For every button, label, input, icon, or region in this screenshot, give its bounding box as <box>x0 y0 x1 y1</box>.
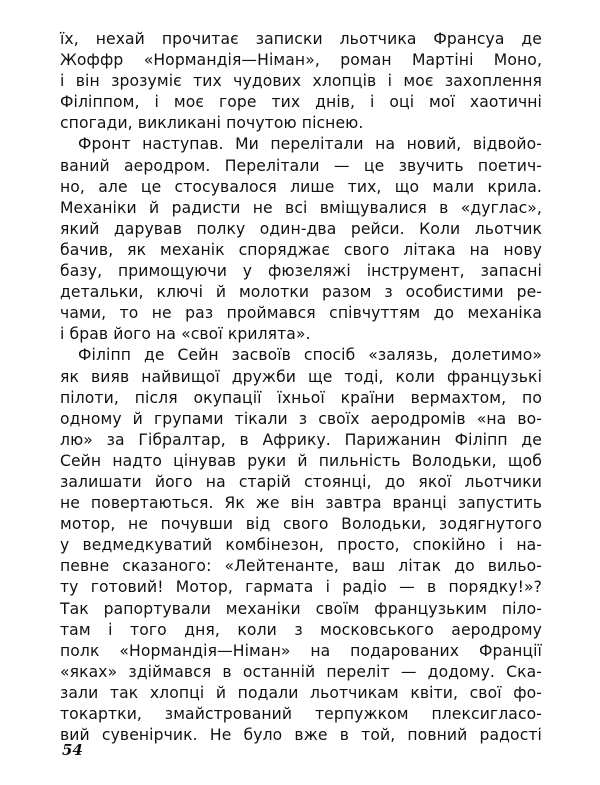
text-line: як вияв найвищої дружби ще тоді, коли французькі <box>60 367 542 386</box>
text-line: там і того дня, коли з московського аеродрому <box>60 620 542 639</box>
text-line: лю» за Гібралтар, в Африку. Парижанин Філіпп де <box>60 430 542 449</box>
text-line: Філіппом, і моє горе тих днів, і оці мої хаотичні <box>60 93 542 112</box>
text-line: полк «Нормандія—Німан» на подарованих Франції <box>60 641 542 660</box>
text-line: Фронт наступав. Ми перелітали на новий, відвойо- <box>78 135 542 154</box>
text-line: не повертаються. Як же він завтра вранці запустить <box>60 494 542 513</box>
text-line: чами, то не раз проймався співчуттям до механіка <box>60 304 542 323</box>
text-line: Сейн надто цінував руки й пильність Володьки, щоб <box>60 451 542 470</box>
text-line: пілоти, після окупації їхньої країни вермахтом, по <box>60 388 542 407</box>
text-line: Механіки й радисти не всі вміщувалися в «дуглас», <box>60 198 542 217</box>
paragraph <box>60 29 542 134</box>
text-line: і брав його на «свої крилята». <box>60 325 311 344</box>
text-line: і він зрозуміє тих чудових хлопців і моє захоплення <box>60 72 542 91</box>
text-line: певне сказаного: «Лейтенанте, ваш літак до вильо- <box>60 557 542 576</box>
text-line: мотор, не почувши від свого Володьки, зодягнутого <box>60 515 542 534</box>
text-line: у ведмедкуватий комбінезон, просто, спокійно і на- <box>60 536 542 555</box>
text-line: вий сувенірчик. Не було вже в той, повний радості <box>60 726 542 745</box>
text-line: Філіпп де Сейн засвоїв спосіб «залязь, долетимо» <box>78 346 542 365</box>
paragraph <box>60 134 542 345</box>
text-line: Так рапортували механіки своїм французьким піло- <box>60 599 542 618</box>
body-text <box>60 29 542 746</box>
text-line: їх, нехай прочитає записки льотчика Франсуа де <box>60 30 542 48</box>
text-line: ту готовий! Мотор, гармата і радіо — в порядку!»? <box>60 578 542 597</box>
text-line: но, але це стосувалося лише тих, що мали крила. <box>60 177 542 196</box>
paragraph <box>60 345 542 746</box>
text-line: Жоффр «Нормандія—Німан», роман Мартіні Моно, <box>60 51 542 70</box>
page-number: 54 <box>62 741 83 759</box>
text-line: базу, примощуючи у фюзеляжі інструмент, запасні <box>60 262 542 281</box>
text-line: токартки, змайстрований терпужком плексигласо- <box>60 705 542 723</box>
text-line: ваний аеродром. Перелітали — це звучить поетич- <box>60 156 542 175</box>
text-line: одному й групами тікали з своїх аеродромів «на во- <box>60 409 542 428</box>
text-line: зали так хлопці й подали льотчикам квіти, свої фо- <box>60 683 542 702</box>
text-line: який дарував полку один-два рейси. Коли льотчик <box>60 219 542 238</box>
text-line: детальки, ключі й молотки разом з особистими ре- <box>60 283 542 302</box>
text-line: спогади, викликані почутою піснею. <box>60 114 364 133</box>
text-line: «яках» здіймався в останній переліт — додому. Ска- <box>60 662 542 681</box>
text-line: залишати його на старій стоянці, до якої льотчики <box>60 472 542 491</box>
text-line: бачив, як механік споряджає свого літака на нову <box>60 240 542 259</box>
